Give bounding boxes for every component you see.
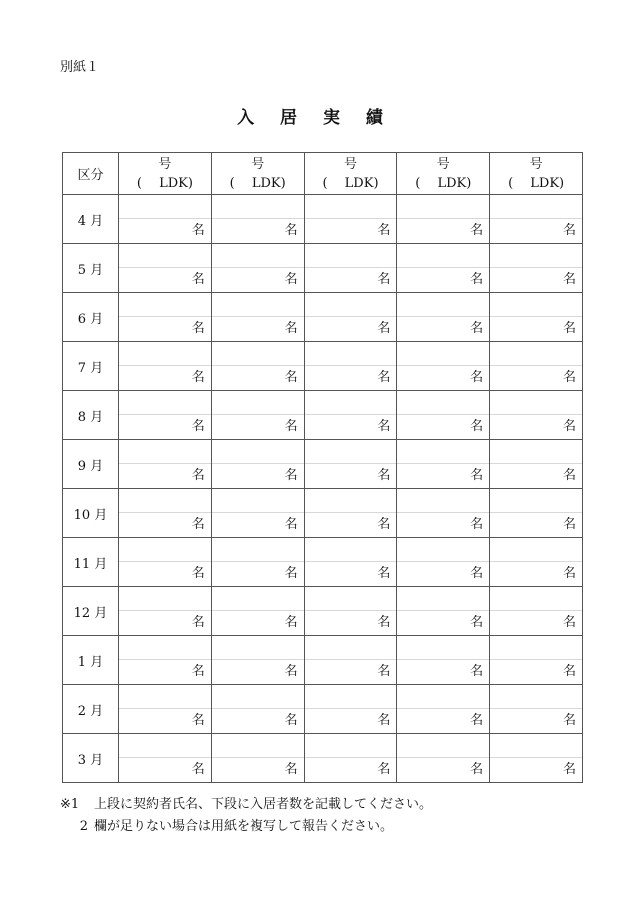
occupant-count-field[interactable] (212, 758, 304, 782)
occupant-count-field[interactable] (490, 219, 582, 243)
contractor-name-field[interactable] (119, 685, 211, 709)
count-suffix: 名 (470, 713, 484, 728)
entry-cell (397, 342, 490, 391)
contractor-name-field[interactable] (119, 440, 211, 464)
contractor-name-field[interactable] (119, 538, 211, 562)
occupant-count-field[interactable] (397, 562, 489, 586)
contractor-name-field[interactable] (119, 489, 211, 513)
entry-cell (119, 244, 212, 293)
contractor-name-field[interactable] (397, 489, 489, 513)
count-suffix: 名 (191, 419, 205, 434)
count-suffix: 名 (284, 370, 298, 385)
occupant-count-field[interactable] (397, 611, 489, 635)
entry-cell (490, 293, 583, 342)
month-label: 1 月 (63, 636, 119, 685)
count-suffix: 名 (377, 321, 391, 336)
entry-cell (304, 195, 397, 244)
entry-cell (304, 685, 397, 734)
column-ldk-label: ( LDK) (322, 175, 379, 191)
contractor-name-field[interactable] (305, 538, 397, 562)
contractor-name-field[interactable] (212, 244, 304, 268)
count-suffix: 名 (191, 370, 205, 385)
count-suffix: 名 (284, 468, 298, 483)
count-suffix: 名 (191, 615, 205, 630)
contractor-name-field[interactable] (397, 685, 489, 709)
contractor-name-field[interactable] (212, 685, 304, 709)
occupant-count-field[interactable] (305, 317, 397, 341)
entry-cell (304, 587, 397, 636)
occupant-count-field[interactable] (212, 709, 304, 733)
column-header (490, 153, 583, 195)
entry-cell (304, 342, 397, 391)
entry-cell (397, 440, 490, 489)
occupant-count-field[interactable] (305, 562, 397, 586)
entry-cell (119, 489, 212, 538)
occupant-count-field[interactable] (212, 366, 304, 390)
count-suffix: 名 (191, 223, 205, 238)
month-row (63, 538, 583, 587)
entry-cell (397, 734, 490, 783)
column-unit-label: 号 (251, 156, 265, 172)
contractor-name-field[interactable] (119, 587, 211, 611)
month-row (63, 734, 583, 783)
occupant-count-field[interactable] (490, 366, 582, 390)
entry-cell (119, 636, 212, 685)
attachment-label: 別紙１ (60, 60, 100, 75)
column-ldk-label: ( LDK) (508, 175, 565, 191)
entry-cell (211, 538, 304, 587)
entry-cell (119, 391, 212, 440)
entry-cell (397, 685, 490, 734)
contractor-name-field[interactable] (490, 293, 582, 317)
entry-cell (397, 636, 490, 685)
count-suffix: 名 (191, 566, 205, 581)
contractor-name-field[interactable] (305, 685, 397, 709)
contractor-name-field[interactable] (490, 440, 582, 464)
column-unit-label: 号 (158, 156, 172, 172)
contractor-name-field[interactable] (305, 342, 397, 366)
entry-cell (119, 342, 212, 391)
notes (60, 794, 432, 838)
occupant-count-field[interactable] (490, 513, 582, 537)
contractor-name-field[interactable] (212, 440, 304, 464)
count-suffix: 名 (562, 762, 576, 777)
contractor-name-field[interactable] (305, 636, 397, 660)
entry-cell (490, 489, 583, 538)
count-suffix: 名 (470, 664, 484, 679)
count-suffix: 名 (377, 517, 391, 532)
entry-cell (304, 293, 397, 342)
entry-cell (304, 391, 397, 440)
occupant-count-field[interactable] (397, 464, 489, 488)
count-suffix: 名 (562, 615, 576, 630)
count-suffix: 名 (191, 468, 205, 483)
entry-cell (490, 342, 583, 391)
count-suffix: 名 (377, 566, 391, 581)
entry-cell (119, 587, 212, 636)
month-label: 4 月 (63, 195, 119, 244)
month-label: 6 月 (63, 293, 119, 342)
occupant-count-field[interactable] (119, 660, 211, 684)
column-unit-label: 号 (529, 156, 543, 172)
count-suffix: 名 (284, 272, 298, 287)
column-header (397, 153, 490, 195)
occupant-count-field[interactable] (397, 219, 489, 243)
occupant-count-field[interactable] (490, 611, 582, 635)
count-suffix: 名 (284, 321, 298, 336)
count-suffix: 名 (377, 419, 391, 434)
contractor-name-field[interactable] (490, 636, 582, 660)
month-row (63, 293, 583, 342)
month-label: 9 月 (63, 440, 119, 489)
entry-cell (211, 440, 304, 489)
note-marker: ※1 (60, 797, 80, 812)
occupant-count-field[interactable] (119, 464, 211, 488)
occupant-count-field[interactable] (119, 219, 211, 243)
contractor-name-field[interactable] (212, 391, 304, 415)
entry-cell (397, 244, 490, 293)
contractor-name-field[interactable] (305, 489, 397, 513)
contractor-name-field[interactable] (305, 587, 397, 611)
occupant-count-field[interactable] (397, 268, 489, 292)
contractor-name-field[interactable] (490, 391, 582, 415)
occupant-count-field[interactable] (212, 268, 304, 292)
month-label: 3 月 (63, 734, 119, 783)
count-suffix: 名 (562, 223, 576, 238)
column-header (119, 153, 212, 195)
month-row (63, 195, 583, 244)
contractor-name-field[interactable] (212, 342, 304, 366)
entry-cell (490, 538, 583, 587)
month-row (63, 685, 583, 734)
contractor-name-field[interactable] (397, 391, 489, 415)
occupant-count-field[interactable] (305, 709, 397, 733)
contractor-name-field[interactable] (305, 391, 397, 415)
occupant-count-field[interactable] (490, 464, 582, 488)
contractor-name-field[interactable] (490, 538, 582, 562)
month-label: 11 月 (63, 538, 119, 587)
occupant-count-field[interactable] (119, 513, 211, 537)
count-suffix: 名 (191, 321, 205, 336)
occupant-count-field[interactable] (305, 611, 397, 635)
count-suffix: 名 (377, 272, 391, 287)
contractor-name-field[interactable] (212, 734, 304, 758)
count-suffix: 名 (562, 272, 576, 287)
entry-cell (304, 538, 397, 587)
count-suffix: 名 (470, 468, 484, 483)
contractor-name-field[interactable] (490, 195, 582, 219)
column-unit-label: 号 (436, 156, 450, 172)
count-suffix: 名 (377, 664, 391, 679)
entry-cell (119, 734, 212, 783)
count-suffix: 名 (377, 468, 391, 483)
occupant-count-field[interactable] (305, 415, 397, 439)
entry-cell (490, 195, 583, 244)
contractor-name-field[interactable] (490, 587, 582, 611)
occupant-count-field[interactable] (212, 219, 304, 243)
occupant-count-field[interactable] (490, 415, 582, 439)
contractor-name-field[interactable] (305, 195, 397, 219)
occupant-count-field[interactable] (305, 513, 397, 537)
contractor-name-field[interactable] (305, 244, 397, 268)
occupant-count-field[interactable] (212, 611, 304, 635)
entry-cell (211, 391, 304, 440)
count-suffix: 名 (377, 370, 391, 385)
occupant-count-field[interactable] (397, 415, 489, 439)
occupant-count-field[interactable] (119, 415, 211, 439)
count-suffix: 名 (562, 370, 576, 385)
count-suffix: 名 (470, 419, 484, 434)
entry-cell (304, 440, 397, 489)
occupant-count-field[interactable] (212, 464, 304, 488)
entry-cell (397, 489, 490, 538)
contractor-name-field[interactable] (305, 293, 397, 317)
contractor-name-field[interactable] (119, 734, 211, 758)
occupant-count-field[interactable] (305, 758, 397, 782)
count-suffix: 名 (284, 223, 298, 238)
entry-cell (211, 342, 304, 391)
entry-cell (490, 587, 583, 636)
month-row (63, 342, 583, 391)
month-label: 5 月 (63, 244, 119, 293)
occupant-count-field[interactable] (119, 611, 211, 635)
count-suffix: 名 (191, 762, 205, 777)
occupant-count-field[interactable] (490, 562, 582, 586)
occupant-count-field[interactable] (490, 268, 582, 292)
count-suffix: 名 (377, 615, 391, 630)
contractor-name-field[interactable] (397, 244, 489, 268)
occupant-count-field[interactable] (305, 219, 397, 243)
month-row (63, 440, 583, 489)
header-row (63, 153, 583, 195)
contractor-name-field[interactable] (212, 636, 304, 660)
occupant-count-field[interactable] (119, 268, 211, 292)
contractor-name-field[interactable] (119, 195, 211, 219)
entry-cell (397, 195, 490, 244)
occupant-count-field[interactable] (397, 513, 489, 537)
count-suffix: 名 (470, 370, 484, 385)
entry-cell (397, 293, 490, 342)
contractor-name-field[interactable] (397, 636, 489, 660)
count-suffix: 名 (562, 713, 576, 728)
contractor-name-field[interactable] (490, 685, 582, 709)
month-row (63, 244, 583, 293)
count-suffix: 名 (191, 272, 205, 287)
count-suffix: 名 (377, 223, 391, 238)
count-suffix: 名 (562, 664, 576, 679)
entry-cell (211, 734, 304, 783)
note-marker: 2 (79, 819, 88, 834)
entry-cell (397, 391, 490, 440)
count-suffix: 名 (191, 517, 205, 532)
count-suffix: 名 (284, 713, 298, 728)
entry-cell (490, 685, 583, 734)
entry-cell (119, 195, 212, 244)
contractor-name-field[interactable] (490, 734, 582, 758)
entry-cell (490, 440, 583, 489)
contractor-name-field[interactable] (212, 538, 304, 562)
entry-cell (211, 636, 304, 685)
entry-cell (211, 587, 304, 636)
column-unit-label: 号 (343, 156, 357, 172)
count-suffix: 名 (377, 713, 391, 728)
entry-cell (304, 734, 397, 783)
entry-cell (211, 489, 304, 538)
occupant-count-field[interactable] (490, 709, 582, 733)
count-suffix: 名 (470, 517, 484, 532)
occupant-count-field[interactable] (119, 317, 211, 341)
entry-cell (490, 636, 583, 685)
entry-cell (211, 293, 304, 342)
count-suffix: 名 (470, 566, 484, 581)
count-suffix: 名 (470, 223, 484, 238)
count-suffix: 名 (562, 468, 576, 483)
entry-cell (119, 538, 212, 587)
count-suffix: 名 (377, 762, 391, 777)
contractor-name-field[interactable] (212, 195, 304, 219)
entry-cell (119, 685, 212, 734)
occupant-count-field[interactable] (490, 660, 582, 684)
column-header (211, 153, 304, 195)
occupant-count-field[interactable] (212, 513, 304, 537)
count-suffix: 名 (562, 517, 576, 532)
count-suffix: 名 (284, 566, 298, 581)
occupant-count-field[interactable] (397, 660, 489, 684)
entry-cell (119, 293, 212, 342)
entry-cell (304, 636, 397, 685)
contractor-name-field[interactable] (119, 293, 211, 317)
column-header (304, 153, 397, 195)
count-suffix: 名 (284, 762, 298, 777)
contractor-name-field[interactable] (212, 587, 304, 611)
month-label: 2 月 (63, 685, 119, 734)
count-suffix: 名 (470, 272, 484, 287)
entry-cell (119, 440, 212, 489)
count-suffix: 名 (284, 664, 298, 679)
contractor-name-field[interactable] (397, 734, 489, 758)
occupant-count-field[interactable] (119, 758, 211, 782)
occupant-count-field[interactable] (490, 317, 582, 341)
occupant-count-field[interactable] (212, 317, 304, 341)
count-suffix: 名 (562, 566, 576, 581)
note-text: 上段に契約者氏名、下段に入居者数を記載してください。 (94, 797, 433, 812)
count-suffix: 名 (562, 419, 576, 434)
count-suffix: 名 (470, 615, 484, 630)
entry-cell (490, 734, 583, 783)
column-ldk-label: ( LDK) (229, 175, 286, 191)
occupant-count-field[interactable] (212, 415, 304, 439)
entry-cell (304, 489, 397, 538)
entry-cell (490, 391, 583, 440)
occupant-count-field[interactable] (212, 660, 304, 684)
occupant-count-field[interactable] (305, 660, 397, 684)
column-ldk-label: ( LDK) (415, 175, 472, 191)
occupant-count-field[interactable] (490, 758, 582, 782)
count-suffix: 名 (284, 615, 298, 630)
count-suffix: 名 (191, 713, 205, 728)
contractor-name-field[interactable] (119, 244, 211, 268)
entry-cell (211, 685, 304, 734)
entry-cell (490, 244, 583, 293)
contractor-name-field[interactable] (397, 440, 489, 464)
occupant-count-field[interactable] (397, 758, 489, 782)
contractor-name-field[interactable] (212, 489, 304, 513)
month-label: 12 月 (63, 587, 119, 636)
occupant-count-field[interactable] (305, 464, 397, 488)
occupant-count-field[interactable] (305, 268, 397, 292)
contractor-name-field[interactable] (397, 195, 489, 219)
contractor-name-field[interactable] (397, 538, 489, 562)
contractor-name-field[interactable] (119, 342, 211, 366)
month-label: 8 月 (63, 391, 119, 440)
contractor-name-field[interactable] (212, 293, 304, 317)
contractor-name-field[interactable] (490, 489, 582, 513)
occupant-count-field[interactable] (119, 709, 211, 733)
occupant-count-field[interactable] (397, 317, 489, 341)
document-title: 入 居 実 績 (237, 108, 393, 128)
contractor-name-field[interactable] (305, 440, 397, 464)
corner-label: 区分 (63, 153, 119, 195)
contractor-name-field[interactable] (119, 391, 211, 415)
occupancy-table (62, 152, 583, 783)
entry-cell (397, 587, 490, 636)
entry-cell (211, 244, 304, 293)
contractor-name-field[interactable] (490, 244, 582, 268)
occupant-count-field[interactable] (119, 562, 211, 586)
count-suffix: 名 (191, 664, 205, 679)
table-body (63, 195, 583, 783)
occupant-count-field[interactable] (397, 709, 489, 733)
entry-cell (211, 195, 304, 244)
note-text: 欄が足りない場合は用紙を複写して報告ください。 (94, 819, 394, 834)
count-suffix: 名 (470, 321, 484, 336)
contractor-name-field[interactable] (490, 342, 582, 366)
month-label: 10 月 (63, 489, 119, 538)
count-suffix: 名 (470, 762, 484, 777)
occupant-count-field[interactable] (212, 562, 304, 586)
month-row (63, 489, 583, 538)
occupant-count-field[interactable] (119, 366, 211, 390)
entry-cell (397, 538, 490, 587)
month-label: 7 月 (63, 342, 119, 391)
occupant-count-field[interactable] (397, 366, 489, 390)
month-row (63, 636, 583, 685)
count-suffix: 名 (284, 517, 298, 532)
occupant-count-field[interactable] (305, 366, 397, 390)
note-1 (60, 794, 432, 816)
month-row (63, 587, 583, 636)
contractor-name-field[interactable] (397, 587, 489, 611)
contractor-name-field[interactable] (305, 734, 397, 758)
column-ldk-label: ( LDK) (136, 175, 193, 191)
count-suffix: 名 (562, 321, 576, 336)
entry-cell (304, 244, 397, 293)
contractor-name-field[interactable] (397, 293, 489, 317)
contractor-name-field[interactable] (397, 342, 489, 366)
count-suffix: 名 (284, 419, 298, 434)
contractor-name-field[interactable] (119, 636, 211, 660)
note-2 (60, 816, 432, 838)
month-row (63, 391, 583, 440)
